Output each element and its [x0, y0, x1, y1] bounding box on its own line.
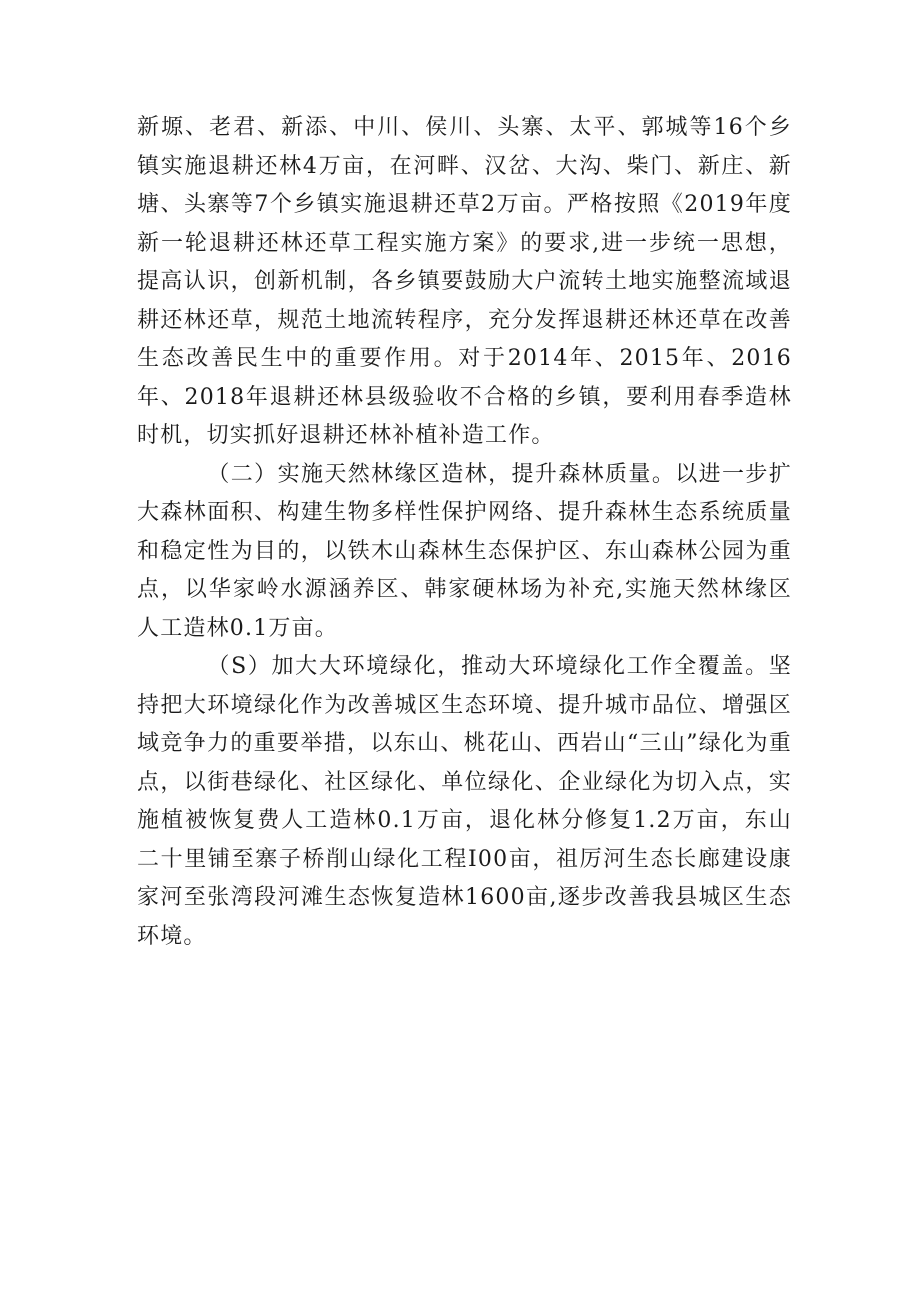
paragraph-natural-forest-edge: （二）实施天然林缘区造林，提升森林质量。以进一步扩大森林面积、构建生物多样性保护网络、提升森林生态系统质量和稳定性为目的，以铁木山森林生态保护区、东山森林公园为重点，以华家岭水源涵养区、韩家硬林场为补充,实施天然林缘区人工造林0.1万亩。: [137, 461, 792, 641]
paragraph-returning-farmland: 新塬、老君、新添、中川、侯川、头寨、太平、郭城等16个乡镇实施退耕还林4万亩，在河畔、汉岔、大沟、柴门、新庄、新塘、头寨等7个乡镇实施退耕还草2万亩。严格按照《2019年度新一轮退耕还林还草工程实施方案》的要求,进一步统一思想，提高认识，创新机制，各乡镇要鼓励大户流转土地实施整流域退耕还林还草，规范土地流转程序，充分发挥退耕还林还草在改善生态改善民生中的重要作用。对于2014年、2015年、2016年、2018年退耕还林县级验收不合格的乡镇，要利用春季造林时机，切实抓好退耕还林补植补造工作。: [137, 115, 792, 448]
paragraph-environment-greening: （S）加大大环境绿化，推动大环境绿化工作全覆盖。坚持把大环境绿化作为改善城区生态环境、提升城市品位、增强区域竞争力的重要举措，以东山、桃花山、西岩山“三山”绿化为重点，以街巷绿化、社区绿化、单位绿化、企业绿化为切入点，实施植被恢复费人工造林0.1万亩，退化林分修复1.2万亩，东山二十里铺至寨子桥削山绿化工程I00亩，祖厉河生态长廊建设康家河至张湾段河滩生态恢复造林1600亩,逐步改善我县城区生态环境。: [137, 654, 792, 949]
document-body: [137, 109, 792, 956]
